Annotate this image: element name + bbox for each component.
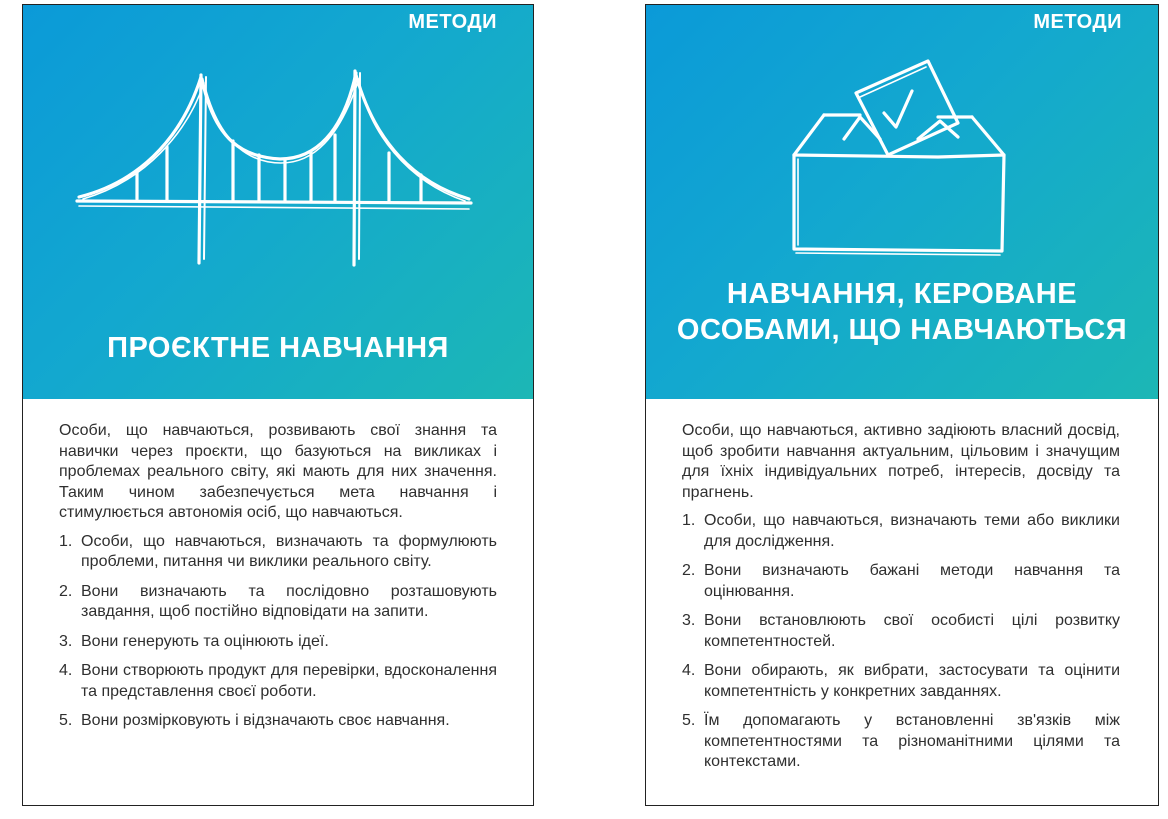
list-number: 4. [682, 662, 696, 679]
steps-list [59, 532, 497, 732]
list-item [682, 611, 1120, 652]
list-number: 4. [59, 662, 73, 679]
list-text: Вони визначають та послідовно розташовують завдання, щоб постійно відповідати на запити. [81, 582, 497, 620]
list-item [59, 711, 497, 732]
list-text: Вони розмірковують і відзначають своє навчання. [81, 712, 450, 729]
list-item [682, 511, 1120, 552]
list-number: 5. [59, 712, 73, 729]
card-body [59, 421, 497, 741]
list-number: 5. [682, 712, 696, 729]
steps-list [682, 511, 1120, 773]
method-card-project-learning [22, 4, 534, 806]
list-item [59, 661, 497, 702]
list-number: 1. [682, 512, 696, 529]
methods-tag: МЕТОДИ [408, 11, 497, 33]
card-banner [23, 5, 533, 399]
list-text: Особи, що навчаються, визначають та формулюють проблеми, питання чи виклики реального світу. [81, 532, 497, 570]
list-item [59, 632, 497, 653]
bridge-icon [75, 63, 473, 273]
list-text: Вони встановлюють свої особисті цілі розвитку компетентностей. [704, 612, 1120, 650]
list-item [682, 711, 1120, 773]
list-item [59, 582, 497, 623]
list-text: Їм допомагають у встановленні зв'язків між компетентностями та різноманітними цілями та контекстами. [704, 712, 1120, 770]
methods-tag: МЕТОДИ [1033, 11, 1122, 33]
list-text: Вони генерують та оцінюють ідеї. [81, 632, 329, 650]
list-number: 1. [59, 532, 73, 550]
list-item [59, 532, 497, 573]
list-text: Вони обирають, як вибрати, застосувати та оцінити компетентність у конкретних завданнях. [704, 662, 1120, 700]
card-body [682, 421, 1120, 782]
list-number: 3. [59, 632, 73, 650]
method-card-learner-led [645, 4, 1159, 806]
list-item [682, 561, 1120, 602]
card-banner [646, 5, 1158, 399]
ballot-box-icon [788, 55, 1010, 263]
list-number: 2. [59, 582, 73, 600]
list-text: Вони визначають бажані методи навчання та оцінювання. [704, 562, 1120, 600]
card-title: ПРОЄКТНЕ НАВЧАННЯ [107, 332, 449, 364]
intro-paragraph: Особи, що навчаються, розвивають свої знання та навички через проєкти, що базуються на викликах і проблемах реального світу, які мають для них значення. Таким чином забезпечується мета навчання і стимулюється автономія осіб, що навчаються. [59, 422, 497, 521]
card-title: НАВЧАННЯ, КЕРОВАНЕ ОСОБАМИ, ЩО НАВЧАЮТЬСЯ [676, 278, 1128, 346]
list-item [682, 661, 1120, 702]
list-number: 2. [682, 562, 696, 579]
intro-paragraph: Особи, що навчаються, активно задіюють власний досвід, щоб зробити навчання актуальним, цільовим і значущим для їхніх індивідуальних потреб, інтересів, досвіду та прагнень. [682, 422, 1120, 501]
list-text: Особи, що навчаються, визначають теми або виклики для дослідження. [704, 512, 1120, 550]
list-text: Вони створюють продукт для перевірки, вдосконалення та представлення своєї роботи. [81, 662, 497, 700]
list-number: 3. [682, 612, 696, 629]
